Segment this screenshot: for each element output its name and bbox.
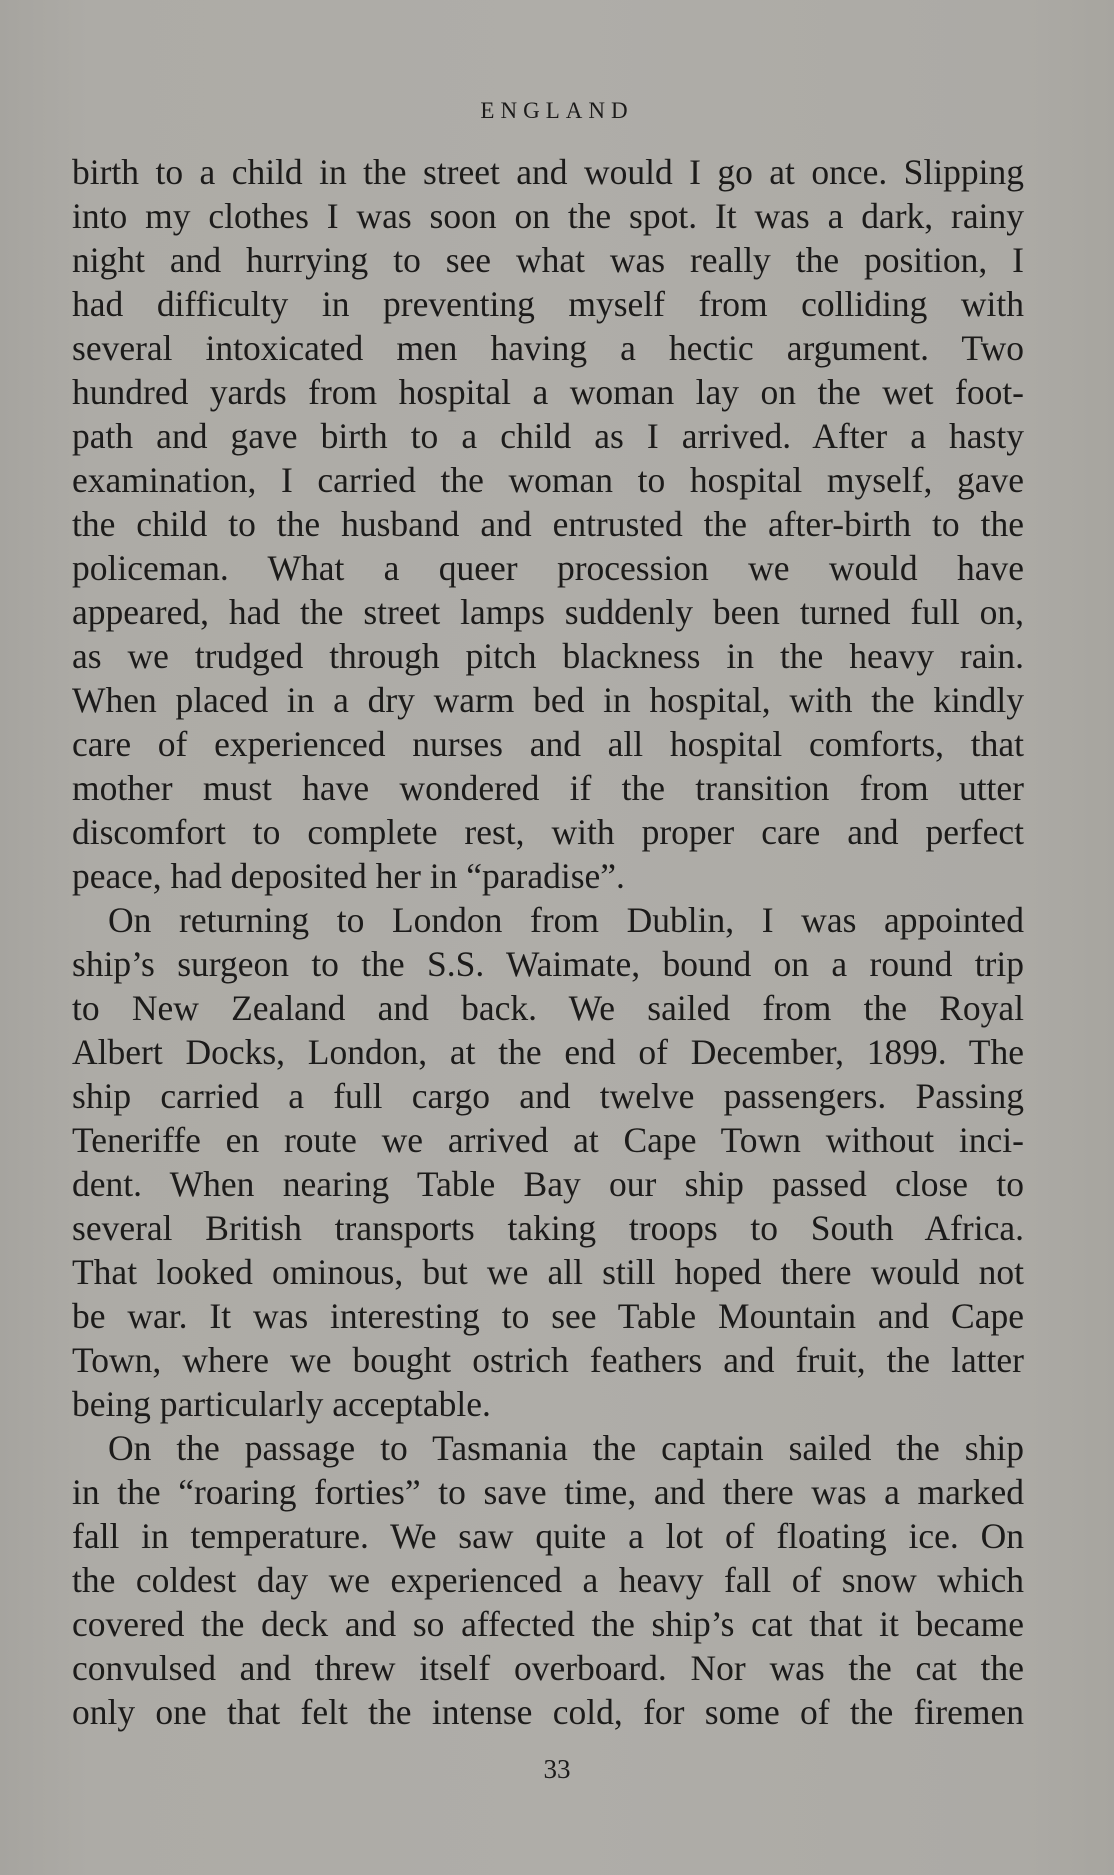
text-line: several intoxicated men having a hectic argument. Two bbox=[72, 328, 1024, 368]
text-line: On the passage to Tasmania the captain sailed the ship bbox=[108, 1428, 1024, 1468]
page-number: 33 bbox=[543, 1754, 571, 1784]
text-line: care of experienced nurses and all hospital comforts, that bbox=[72, 724, 1024, 764]
text-line: dent. When nearing Table Bay our ship passed close to bbox=[72, 1164, 1024, 1204]
text-line: night and hurrying to see what was really the position, I bbox=[72, 240, 1024, 280]
text-line: appeared, had the street lamps suddenly been turned full on, bbox=[72, 592, 1024, 632]
text-line: When placed in a dry warm bed in hospital, with the kindly bbox=[72, 680, 1024, 720]
text-line: convulsed and threw itself overboard. Nor was the cat the bbox=[72, 1648, 1024, 1688]
text-line: Albert Docks, London, at the end of December, 1899. The bbox=[72, 1032, 1024, 1072]
text-line: fall in temperature. We saw quite a lot of floating ice. On bbox=[72, 1516, 1024, 1556]
text-line: being particularly acceptable. bbox=[72, 1384, 491, 1424]
text-line: policeman. What a queer procession we would have bbox=[72, 548, 1024, 588]
text-line: only one that felt the intense cold, for some of the firemen bbox=[72, 1692, 1024, 1732]
text-line: several British transports taking troops to South Africa. bbox=[72, 1208, 1024, 1248]
text-line: as we trudged through pitch blackness in the heavy rain. bbox=[72, 636, 1024, 676]
running-head: ENGLAND bbox=[480, 98, 634, 123]
text-line: On returning to London from Dublin, I was appointed bbox=[108, 900, 1024, 940]
text-line: in the “roaring forties” to save time, and there was a marked bbox=[72, 1472, 1024, 1512]
text-line: peace, had deposited her in “paradise”. bbox=[72, 856, 625, 896]
text-line: discomfort to complete rest, with proper care and perfect bbox=[72, 812, 1024, 852]
text-line: That looked ominous, but we all still hoped there would not bbox=[72, 1252, 1024, 1292]
text-line: birth to a child in the street and would I go at once. Slipping bbox=[72, 152, 1024, 192]
text-line: the coldest day we experienced a heavy fall of snow which bbox=[72, 1560, 1024, 1600]
text-line: into my clothes I was soon on the spot. It was a dark, rainy bbox=[72, 196, 1024, 236]
text-line: be war. It was interesting to see Table Mountain and Cape bbox=[72, 1296, 1024, 1336]
text-line: covered the deck and so affected the ship’s cat that it became bbox=[72, 1604, 1024, 1644]
text-line: ship carried a full cargo and twelve passengers. Passing bbox=[72, 1076, 1024, 1116]
text-line: to New Zealand and back. We sailed from the Royal bbox=[72, 988, 1024, 1028]
text-line: hundred yards from hospital a woman lay on the wet foot- bbox=[72, 372, 1024, 412]
text-line: mother must have wondered if the transition from utter bbox=[72, 768, 1024, 808]
text-line: had difficulty in preventing myself from colliding with bbox=[72, 284, 1024, 324]
text-line: Town, where we bought ostrich feathers and fruit, the latter bbox=[72, 1340, 1024, 1380]
text-line: examination, I carried the woman to hospital myself, gave bbox=[72, 460, 1024, 500]
text-line: path and gave birth to a child as I arrived. After a hasty bbox=[72, 416, 1024, 456]
text-line: the child to the husband and entrusted the after-birth to the bbox=[72, 504, 1024, 544]
text-line: Teneriffe en route we arrived at Cape Town without inci- bbox=[72, 1120, 1024, 1160]
body-text bbox=[72, 150, 1024, 1734]
text-line: ship’s surgeon to the S.S. Waimate, bound on a round trip bbox=[72, 944, 1024, 984]
